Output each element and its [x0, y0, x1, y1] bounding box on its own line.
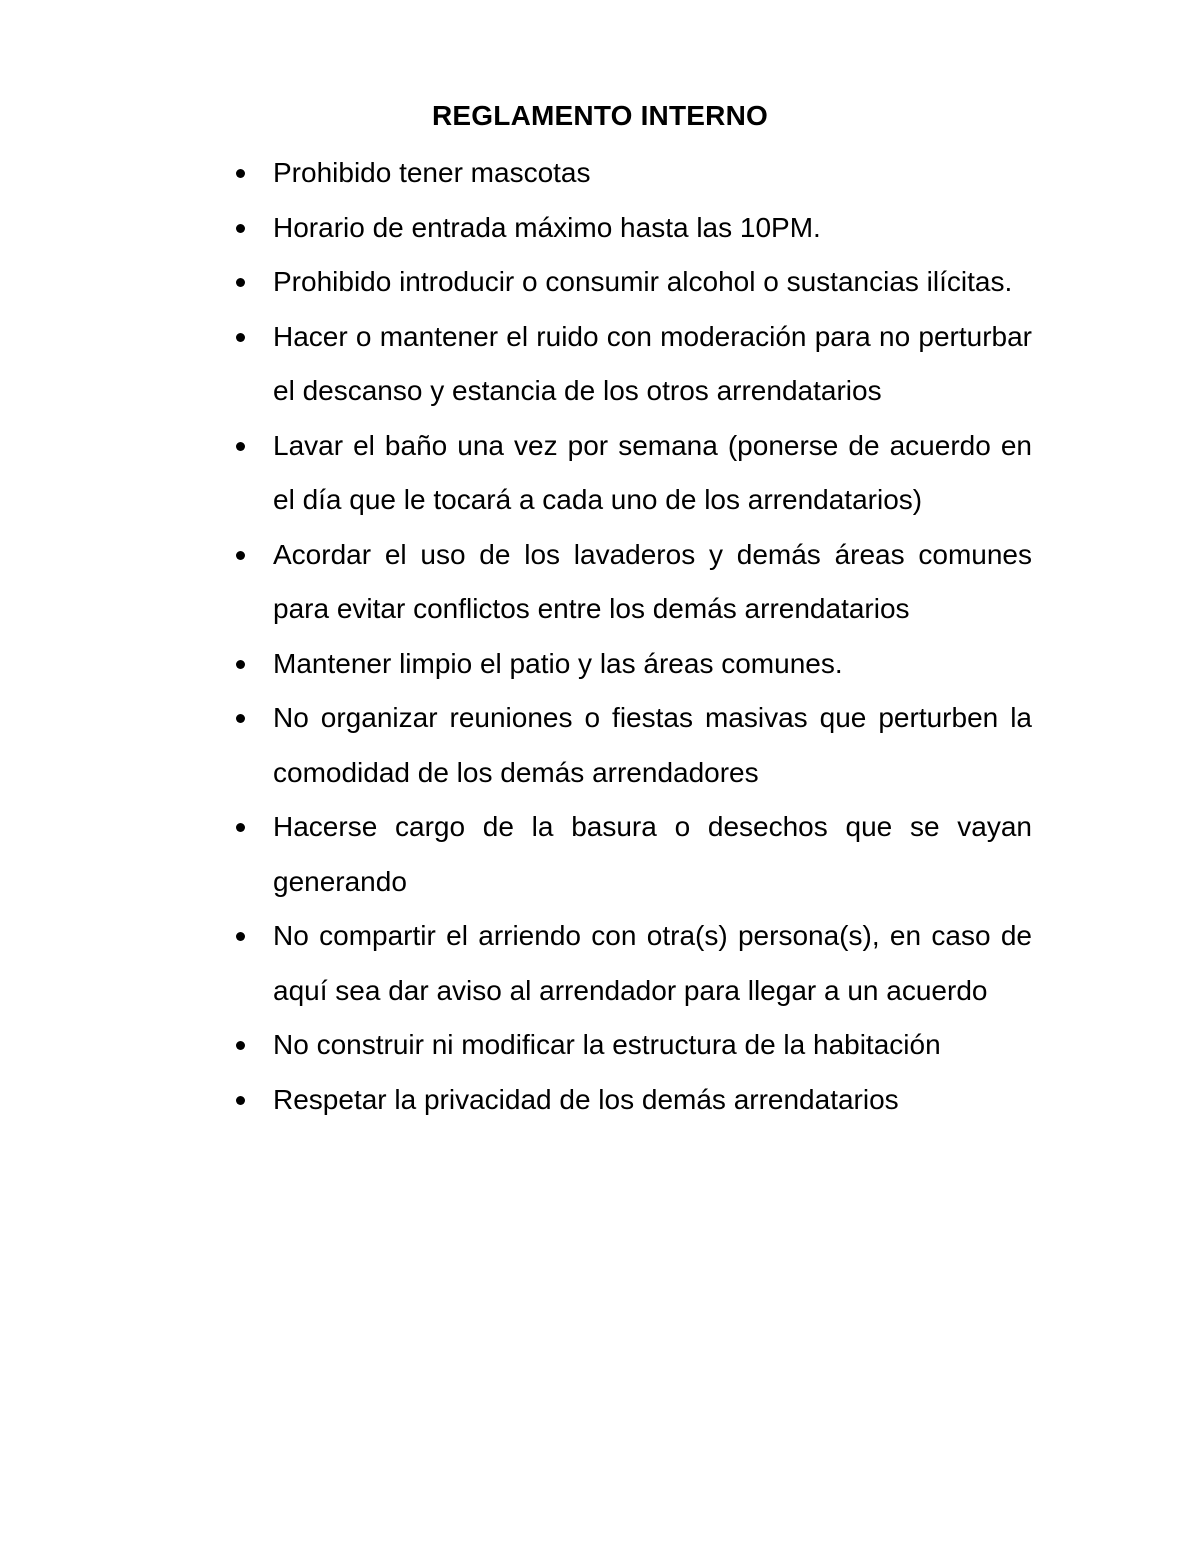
rule-text: Acordar el uso de los lavaderos y demás áreas comunes para evitar conflictos entre los demás arrendatarios — [273, 538, 1032, 624]
rule-item — [232, 146, 1032, 201]
bullet-icon — [236, 442, 245, 451]
bullet-icon — [236, 278, 245, 287]
rule-text: Respetar la privacidad de los demás arrendatarios — [273, 1083, 899, 1115]
rule-item — [232, 255, 1032, 310]
rule-item — [232, 691, 1032, 800]
rule-text: Hacerse cargo de la basura o desechos que se vayan generando — [273, 811, 1032, 897]
rule-text: No organizar reuniones o fiestas masivas que perturben la comodidad de los demás arrendadores — [273, 702, 1032, 788]
rule-item — [232, 909, 1032, 1018]
bullet-icon — [236, 1041, 245, 1050]
bullet-icon — [236, 169, 245, 178]
rule-text: Horario de entrada máximo hasta las 10PM. — [273, 211, 821, 243]
bullet-icon — [236, 224, 245, 233]
rule-item — [232, 1073, 1032, 1128]
rule-item — [232, 528, 1032, 637]
rule-text: No construir ni modificar la estructura de la habitación — [273, 1029, 941, 1060]
bullet-icon — [236, 333, 245, 342]
rule-item — [232, 637, 1032, 692]
bullet-icon — [236, 714, 245, 723]
bullet-icon — [236, 660, 245, 669]
rule-item — [232, 201, 1032, 256]
rule-text: Lavar el baño una vez por semana (ponerse de acuerdo en el día que le tocará a cada uno de los arrendatarios) — [273, 429, 1032, 515]
rule-item — [232, 419, 1032, 528]
rule-item — [232, 1018, 1032, 1073]
rule-text: Mantener limpio el patio y las áreas comunes. — [273, 647, 843, 679]
bullet-icon — [236, 551, 245, 560]
rule-text: Prohibido tener mascotas — [273, 157, 591, 188]
rule-text: Prohibido introducir o consumir alcohol o sustancias ilícitas. — [273, 266, 1013, 297]
rule-item — [232, 800, 1032, 909]
rule-text: Hacer o mantener el ruido con moderación para no perturbar el descanso y estancia de los otros arrendatarios — [273, 320, 1032, 406]
bullet-icon — [236, 1096, 245, 1105]
document-title: REGLAMENTO INTERNO — [432, 100, 768, 131]
bullet-icon — [236, 932, 245, 941]
rule-text: No compartir el arriendo con otra(s) persona(s), en caso de aquí sea dar aviso al arrendador para llegar a un acuerdo — [273, 920, 1032, 1006]
rules-list — [232, 146, 1032, 1127]
rule-item — [232, 310, 1032, 419]
bullet-icon — [236, 823, 245, 832]
